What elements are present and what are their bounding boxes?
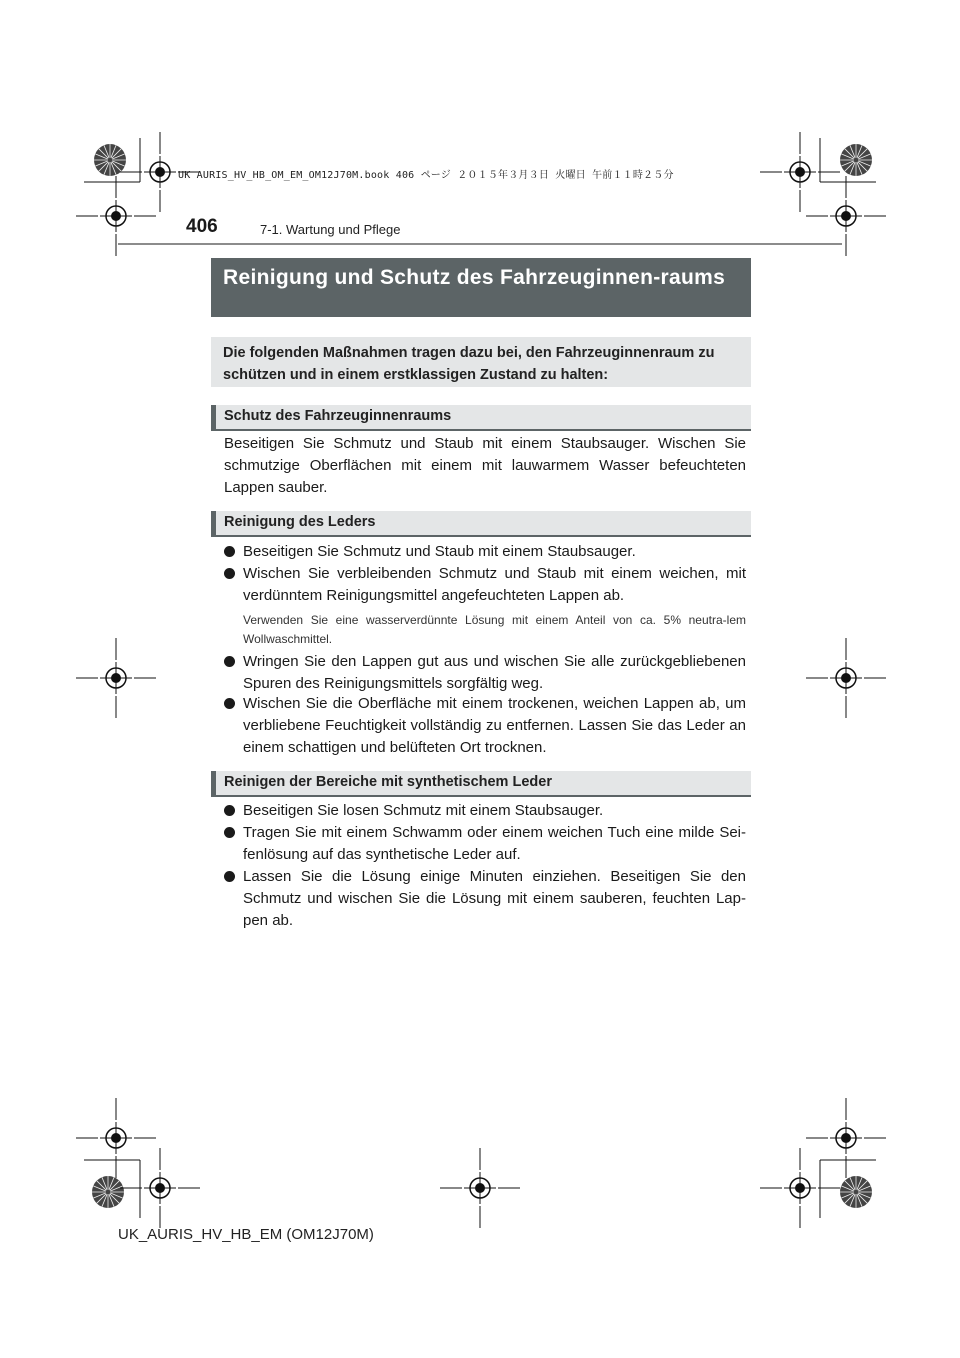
registration-star-icon [94,144,126,176]
registration-target-icon [760,132,840,212]
registration-star-icon [840,144,872,176]
registration-target-icon [76,638,156,718]
section-heading-label: Reinigung des Leders [224,514,376,530]
list-item-text: Beseitigen Sie losen Schmutz mit einem Staubsauger. [243,802,604,819]
list-item [224,651,746,695]
heading-accent-bar [211,405,216,429]
footer-doc-code: UK_AURIS_HV_HB_EM (OM12J70M) [118,1226,374,1243]
page-number: 406 [186,216,218,237]
print-info-line: UK AURIS_HV_HB_OM_EM_OM12J70M.book 406 ページ ２０１５年３月３日 火曜日 午前１１時２５分 [178,170,674,181]
list-item [224,866,746,932]
section-paragraph: Beseitigen Sie Schmutz und Staub mit einem Staubsauger. Wischen Sie schmutzige Oberflächen mit einem mit lauwarmem Wasser befeuchteten Lappen sauber. [224,435,746,496]
registration-target-icon [806,638,886,718]
bullet-icon [224,827,235,838]
section-heading-label: Reinigen der Bereiche mit synthetischem Leder [224,774,552,790]
list-item-text: Wischen Sie verbleibenden Schmutz und Staub mit einem weichen, mit verdünntem Reinigungsmittel angefeuchteten Lappen ab. [243,565,746,604]
registration-target-icon [806,1098,886,1178]
registration-star-icon [840,1176,872,1208]
registration-target-icon [76,1098,156,1178]
page-title: Reinigung und Schutz des Fahrzeuginnen-raums [211,258,751,317]
note-text: Verwenden Sie eine wasserverdünnte Lösung mit einem Anteil von ca. 5% neutra-lem Wollwaschmittel. [243,613,746,646]
list-item [224,822,746,866]
list-item [224,541,746,563]
header-divider [118,243,842,245]
list-item [224,563,746,607]
bullet-icon [224,698,235,709]
list-item-text: Tragen Sie mit einem Schwamm oder einem weichen Tuch eine milde Sei-fenlösung auf das synthetische Leder auf. [243,824,746,863]
registration-target-icon [440,1148,520,1228]
section-heading [211,405,751,431]
list-item-text: Wischen Sie die Oberfläche mit einem trockenen, weichen Lappen ab, um verbliebene Feuchtigkeit vollständig zu entfernen. Lassen Sie das Leder an einem schattigen und belüfteten Ort trocknen. [243,695,746,756]
section-heading-label: Schutz des Fahrzeuginnenraums [224,408,452,424]
bullet-icon [224,871,235,882]
bullet-icon [224,546,235,557]
list-item [224,800,746,822]
bullet-icon [224,568,235,579]
list-item-text: Beseitigen Sie Schmutz und Staub mit einem Staubsauger. [243,543,636,560]
bullet-icon [224,805,235,816]
heading-accent-bar [211,511,216,535]
intro-box: Die folgenden Maßnahmen tragen dazu bei, den Fahrzeuginnenraum zu schützen und in einem erstklassigen Zustand zu halten: [211,337,751,387]
bullet-icon [224,656,235,667]
list-item-text: Lassen Sie die Lösung einige Minuten einziehen. Beseitigen Sie den Schmutz und wischen Sie die Lösung mit einem sauberen, feuchten Lap-pen ab. [243,868,746,929]
section-title: 7-1. Wartung und Pflege [260,222,401,237]
list-item [224,693,746,759]
section-heading [211,511,751,537]
list-item-text: Wringen Sie den Lappen gut aus und wischen Sie alle zurückgebliebenen Spuren des Reinigungsmittels sorgfältig weg. [243,653,746,692]
section-heading [211,771,751,797]
registration-star-icon [92,1176,124,1208]
heading-accent-bar [211,771,216,795]
